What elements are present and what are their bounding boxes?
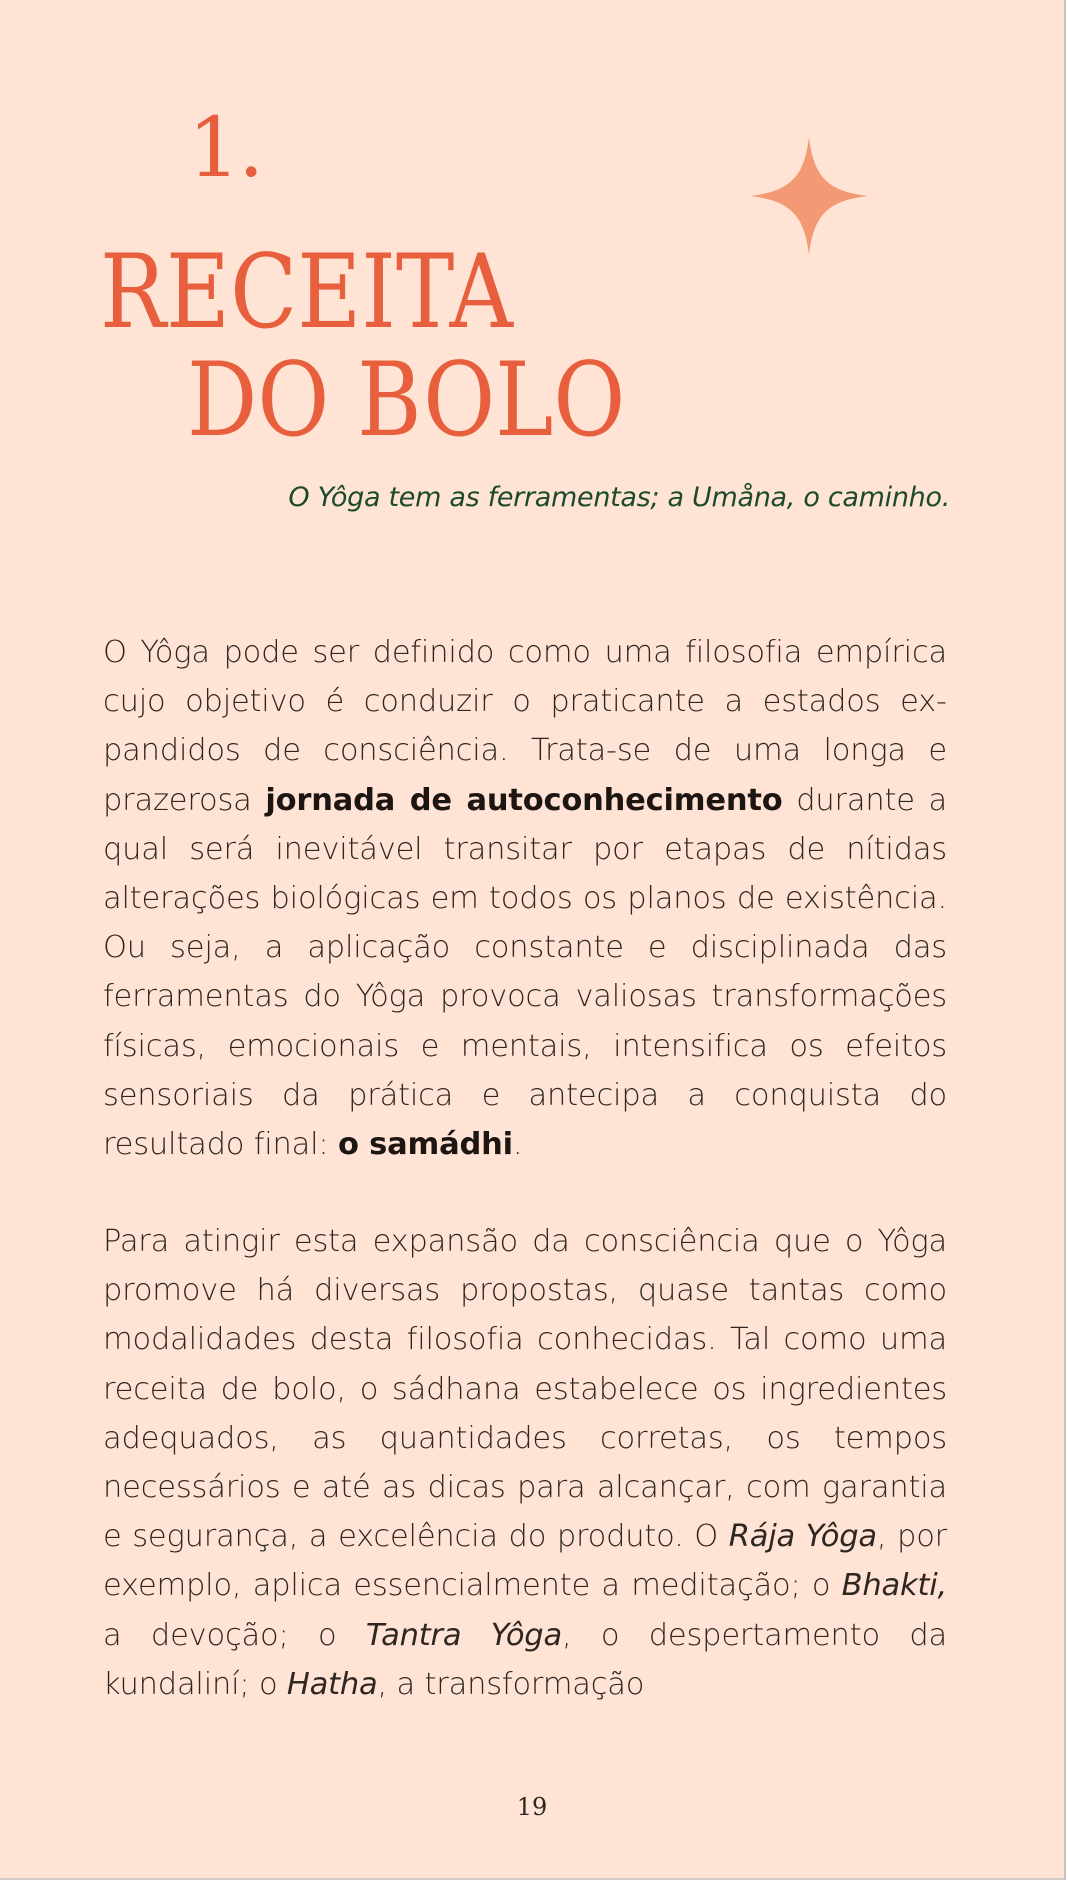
paragraph-2-text-e: , a transformação [377,1666,645,1702]
paragraph-2 [103,1217,947,1709]
paragraph-2-text-c: a devoção; o [103,1617,366,1653]
chapter-title-line-1: RECEITA [100,233,513,352]
page-number: 19 [516,1793,548,1821]
paragraph-1 [103,628,947,1169]
star-shape [750,137,868,255]
term-raja-yoga: Rája Yôga [728,1519,877,1555]
paragraph-1-text-c: . [512,1127,523,1163]
term-bhakti: Bhakti, [841,1568,947,1604]
emphasis-samadhi: o samádhi [337,1127,513,1163]
chapter-title-line-2: DO BOLO [187,341,626,460]
paragraph-2-text-b: , por exemplo, aplica essencialmente a meditação; o [103,1519,948,1604]
paragraph-1-text-b: durante a qual será inevitável transitar por etapas de nítidas alterações biológicas em todos os planos de existência. Ou seja, a aplicação constante e disciplinada das ferramentas do Yôga provoca valiosas transformações físicas, emocionais e mentais, intensifica os efeitos sensoriais da prática e antecipa a conquista do resultado final: [103,782,947,1163]
chapter-epigraph: O Yôga tem as ferramentas; a Umåna, o caminho. [288,482,950,513]
four-point-star-icon [750,137,868,255]
paragraph-2-text-a: Para atingir esta expansão da consciência que o Yôga promove há diversas propostas, quase tantas como modalidades desta filosofia conhecidas. Tal como uma receita de bolo, o sádhana estabelece os ingredientes adequados, as quantidades corretas, os tempos necessários e até as dicas para alcançar, com garantia e segurança, a excelência do produto. O [103,1224,947,1555]
term-hatha: Hatha [286,1666,378,1702]
emphasis-autoconhecimento: jornada de autoconhecimento [265,782,783,818]
paragraph-1-text-a: O Yôga pode ser definido como uma filosofia empírica cujo objetivo é conduzir o praticante a estados expandidos de consciência. Trata-se de uma longa e prazerosa [103,635,947,818]
paragraph-2-text-d: , o despertamento da kundaliní; o [103,1617,947,1702]
chapter-number: 1. [188,101,263,196]
term-tantra-yoga: Tantra Yôga [365,1617,562,1653]
